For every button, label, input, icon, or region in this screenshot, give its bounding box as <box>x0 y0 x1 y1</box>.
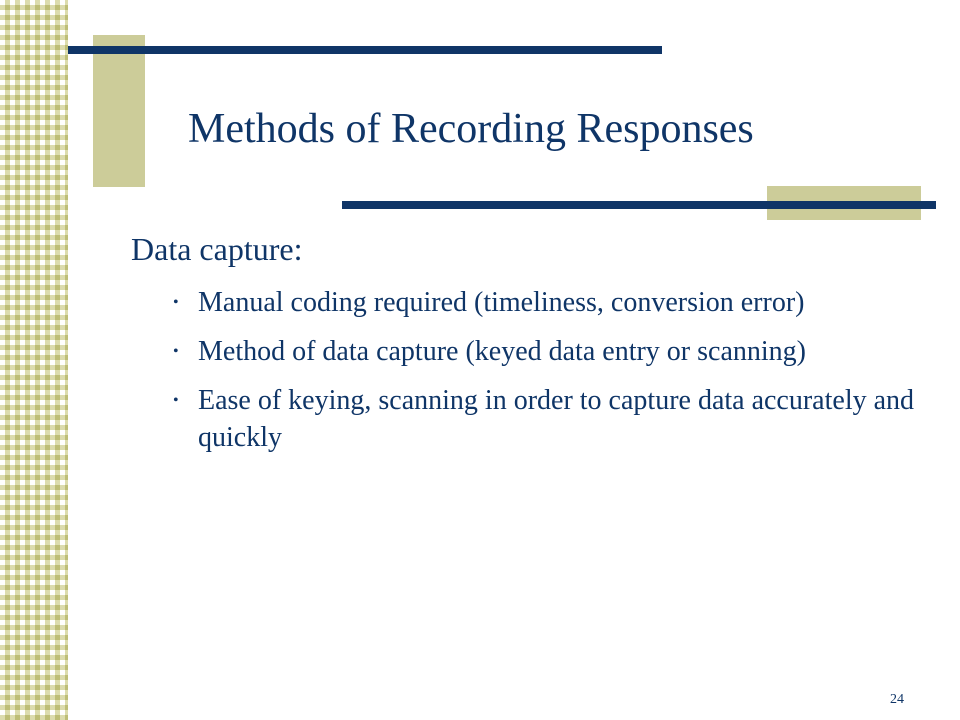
bullet-text: Ease of keying, scanning in order to capture data accurately and quickly <box>198 385 915 454</box>
slide-title: Methods of Recording Responses <box>188 106 754 152</box>
bullet-list <box>131 284 931 456</box>
decorative-bar-top <box>68 46 662 54</box>
bullet-dot-icon: • <box>173 343 179 361</box>
bullet-text: Method of data capture (keyed data entry or scanning) <box>198 336 806 368</box>
content-heading: Data capture: <box>131 231 303 267</box>
slide-content <box>131 230 931 468</box>
bullet-dot-icon: • <box>173 392 179 410</box>
decorative-bar-middle <box>342 201 936 209</box>
page-number: 24 <box>890 692 904 707</box>
bullet-dot-icon: • <box>173 294 179 312</box>
decorative-square-top <box>93 35 145 187</box>
bullet-item <box>131 333 918 370</box>
bullet-item <box>131 382 918 456</box>
bullet-item <box>131 284 918 321</box>
left-striped-margin <box>0 0 68 720</box>
bullet-text: Manual coding required (timeliness, conversion error) <box>198 287 805 319</box>
